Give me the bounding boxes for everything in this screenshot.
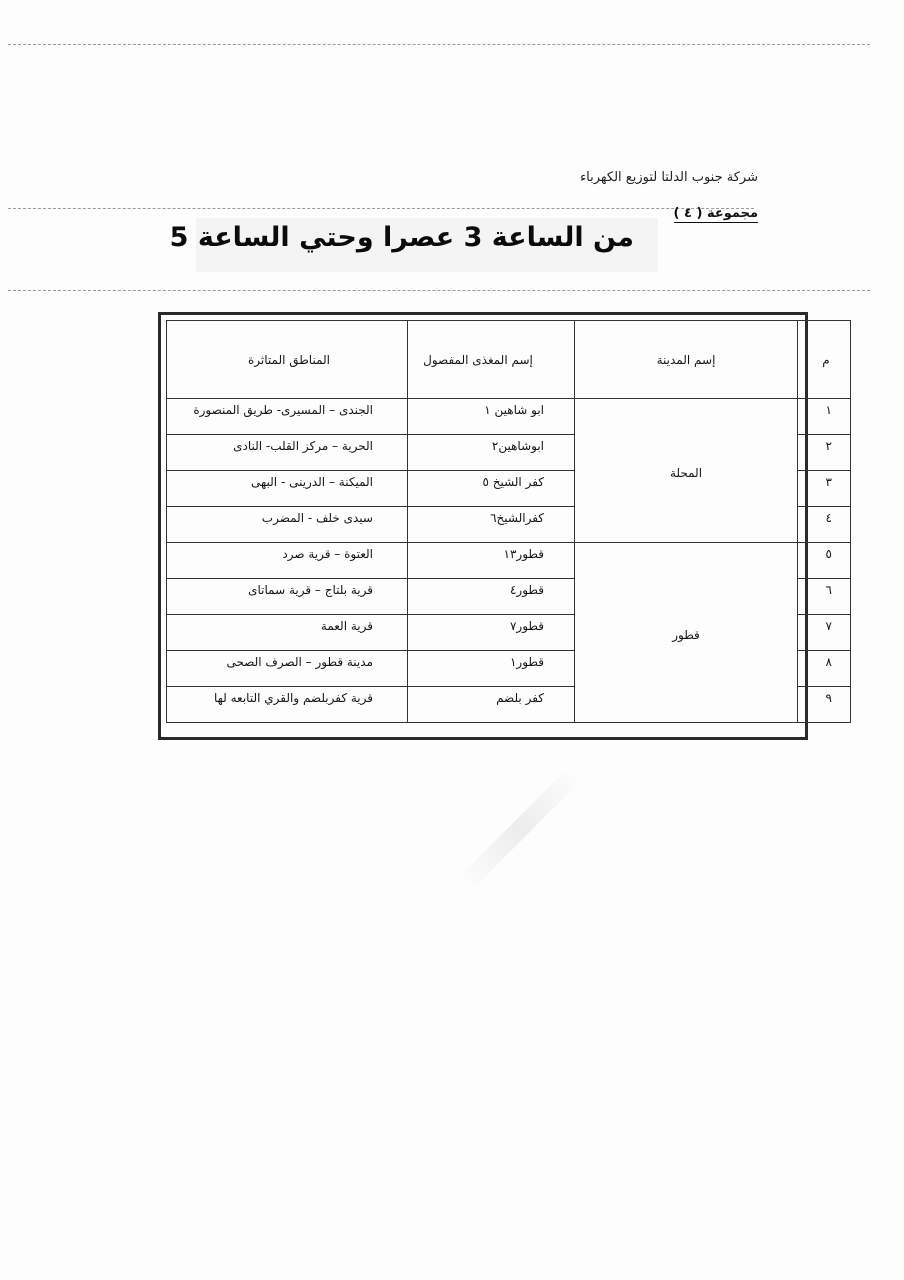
row-number: ٥ — [798, 543, 851, 579]
feeder-cell: قطور٤ — [408, 579, 575, 615]
row-number: ٣ — [798, 471, 851, 507]
scan-smudge — [457, 766, 583, 892]
row-number: ٩ — [798, 687, 851, 723]
feeder-cell: كفرالشيخ٦ — [408, 507, 575, 543]
table-body — [167, 399, 851, 723]
feeder-cell: ابوشاهين٢ — [408, 435, 575, 471]
row-number: ٧ — [798, 615, 851, 651]
feeder-cell: ابو شاهين ١ — [408, 399, 575, 435]
feeder-cell: كفر الشيخ ٥ — [408, 471, 575, 507]
city-cell: المحلة — [575, 399, 798, 543]
header-row — [167, 321, 851, 399]
row-number: ٤ — [798, 507, 851, 543]
title-divider — [8, 290, 870, 291]
header-divider — [8, 208, 754, 209]
areas-cell: قرية بلتاج – قرية سماتاى — [167, 579, 408, 615]
table-row — [167, 543, 851, 579]
city-cell: قطور — [575, 543, 798, 723]
row-number: ٨ — [798, 651, 851, 687]
areas-cell: سيدى خلف - المضرب — [167, 507, 408, 543]
page-title: من الساعة 3 عصرا وحتي الساعة 5 — [169, 222, 634, 253]
row-number: ١ — [798, 399, 851, 435]
row-number: ٦ — [798, 579, 851, 615]
table-header — [167, 321, 851, 399]
column-header-number: م — [798, 321, 851, 399]
feeder-cell: كفر بلضم — [408, 687, 575, 723]
company-name: شركة جنوب الدلتا لتوزيع الكهرباء — [580, 170, 758, 185]
top-divider — [8, 44, 870, 45]
areas-cell: مدينة قطور – الصرف الصحى — [167, 651, 408, 687]
feeder-cell: قطور١ — [408, 651, 575, 687]
areas-cell: العتوة – قرية صرد — [167, 543, 408, 579]
feeder-cell: قطور١٣ — [408, 543, 575, 579]
areas-cell: قرية العمة — [167, 615, 408, 651]
areas-cell: قرية كفربلضم والقري التابعه لها — [167, 687, 408, 723]
column-header-areas: المناطق المتاثرة — [167, 321, 408, 399]
row-number: ٢ — [798, 435, 851, 471]
column-header-feeder: إسم المغذى المفصول — [408, 321, 575, 399]
table-row — [167, 399, 851, 435]
areas-cell: الجندى – المسيرى- طريق المنصورة — [167, 399, 408, 435]
column-header-city: إسم المدينة — [575, 321, 798, 399]
feeder-cell: قطور٧ — [408, 615, 575, 651]
outage-schedule-table — [166, 320, 851, 723]
group-label — [674, 206, 758, 221]
group-label-text: مجموعة ( ٤ ) — [673, 206, 758, 221]
areas-cell: الحرية – مركز القلب- النادى — [167, 435, 408, 471]
areas-cell: الميكنة – الدرينى - البهى — [167, 471, 408, 507]
